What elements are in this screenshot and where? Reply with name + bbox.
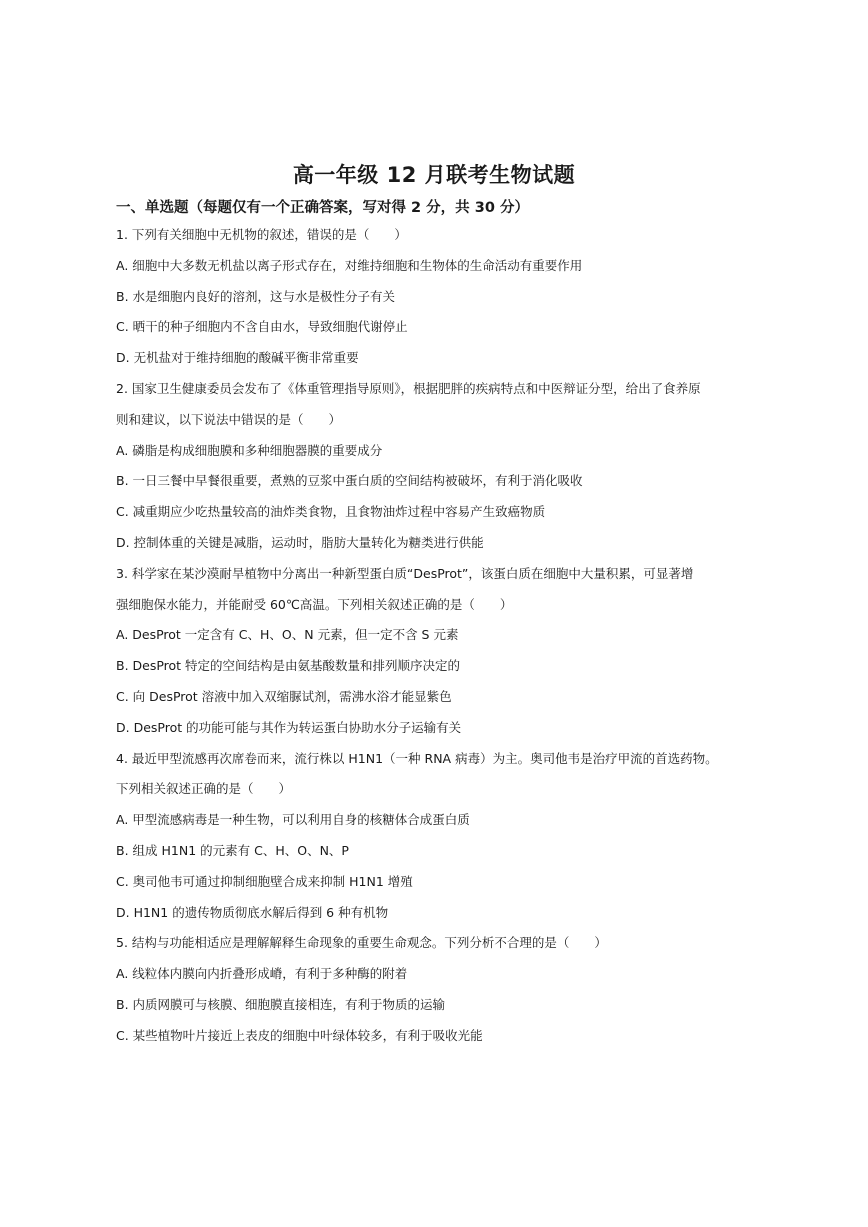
question-1-stem: 1. 下列有关细胞中无机物的叙述，错误的是（ ） (116, 227, 407, 242)
question-3-option-a: A. DesProt 一定含有 C、H、O、N 元素，但一定不含 S 元素 (116, 627, 459, 642)
section-heading-single-choice: 一、单选题（每题仅有一个正确答案，写对得 2 分，共 30 分） (116, 200, 529, 216)
question-2-option-a: A. 磷脂是构成细胞膜和多种细胞器膜的重要成分 (116, 443, 383, 458)
question-2-stem-line-1: 2. 国家卫生健康委员会发布了《体重管理指导原则》，根据肥胖的疾病特点和中医辩证分型，给出了食养原 (116, 381, 701, 396)
question-4-option-d: D. H1N1 的遗传物质彻底水解后得到 6 种有机物 (116, 905, 389, 920)
question-2-option-c: C. 减重期应少吃热量较高的油炸类食物，且食物油炸过程中容易产生致癌物质 (116, 504, 546, 519)
question-5-option-a: A. 线粒体内膜向内折叠形成嵴，有利于多种酶的附着 (116, 966, 408, 981)
question-1-option-a: A. 细胞中大多数无机盐以离子形式存在，对维持细胞和生物体的生命活动有重要作用 (116, 258, 583, 273)
question-2-option-b: B. 一日三餐中早餐很重要，煮熟的豆浆中蛋白质的空间结构被破坏，有利于消化吸收 (116, 473, 583, 488)
question-3-stem-line-1: 3. 科学家在某沙漠耐旱植物中分离出一种新型蛋白质“DesProt”，该蛋白质在细胞中大量积累，可显著增 (116, 566, 694, 581)
question-4-option-b: B. 组成 H1N1 的元素有 C、H、O、N、P (116, 843, 349, 858)
question-4-option-c: C. 奥司他韦可通过抑制细胞壁合成来抑制 H1N1 增殖 (116, 874, 413, 889)
question-3-option-c: C. 向 DesProt 溶液中加入双缩脲试剂，需沸水浴才能显紫色 (116, 689, 452, 704)
question-1-option-b: B. 水是细胞内良好的溶剂，这与水是极性分子有关 (116, 289, 396, 304)
question-2-stem-line-2: 则和建议，以下说法中错误的是（ ） (116, 412, 342, 427)
question-3-option-d: D. DesProt 的功能可能与其作为转运蛋白协助水分子运输有关 (116, 720, 462, 735)
question-5-option-b: B. 内质网膜可与核膜、细胞膜直接相连，有利于物质的运输 (116, 997, 446, 1012)
question-5-stem: 5. 结构与功能相适应是理解解释生命现象的重要生命观念。下列分析不合理的是（ ） (116, 935, 607, 950)
question-5-option-c: C. 某些植物叶片接近上表皮的细胞中叶绿体较多，有利于吸收光能 (116, 1028, 483, 1043)
question-4-option-a: A. 甲型流感病毒是一种生物，可以利用自身的核糖体合成蛋白质 (116, 812, 470, 827)
question-1-option-c: C. 晒干的种子细胞内不含自由水，导致细胞代谢停止 (116, 319, 408, 334)
question-3-stem-line-2: 强细胞保水能力，并能耐受 60℃高温。下列相关叙述正确的是（ ） (116, 597, 513, 612)
exam-title: 高一年级 12 月联考生物试题 (292, 163, 576, 187)
question-2-option-d: D. 控制体重的关键是减脂，运动时，脂肪大量转化为糖类进行供能 (116, 535, 484, 550)
question-1-option-d: D. 无机盐对于维持细胞的酸碱平衡非常重要 (116, 350, 359, 365)
question-3-option-b: B. DesProt 特定的空间结构是由氨基酸数量和排列顺序决定的 (116, 658, 461, 673)
question-4-stem-line-2: 下列相关叙述正确的是（ ） (116, 781, 292, 796)
question-4-stem-line-1: 4. 最近甲型流感再次席卷而来，流行株以 H1N1（一种 RNA 病毒）为主。奥司他韦是治疗甲流的首选药物。 (116, 751, 718, 766)
